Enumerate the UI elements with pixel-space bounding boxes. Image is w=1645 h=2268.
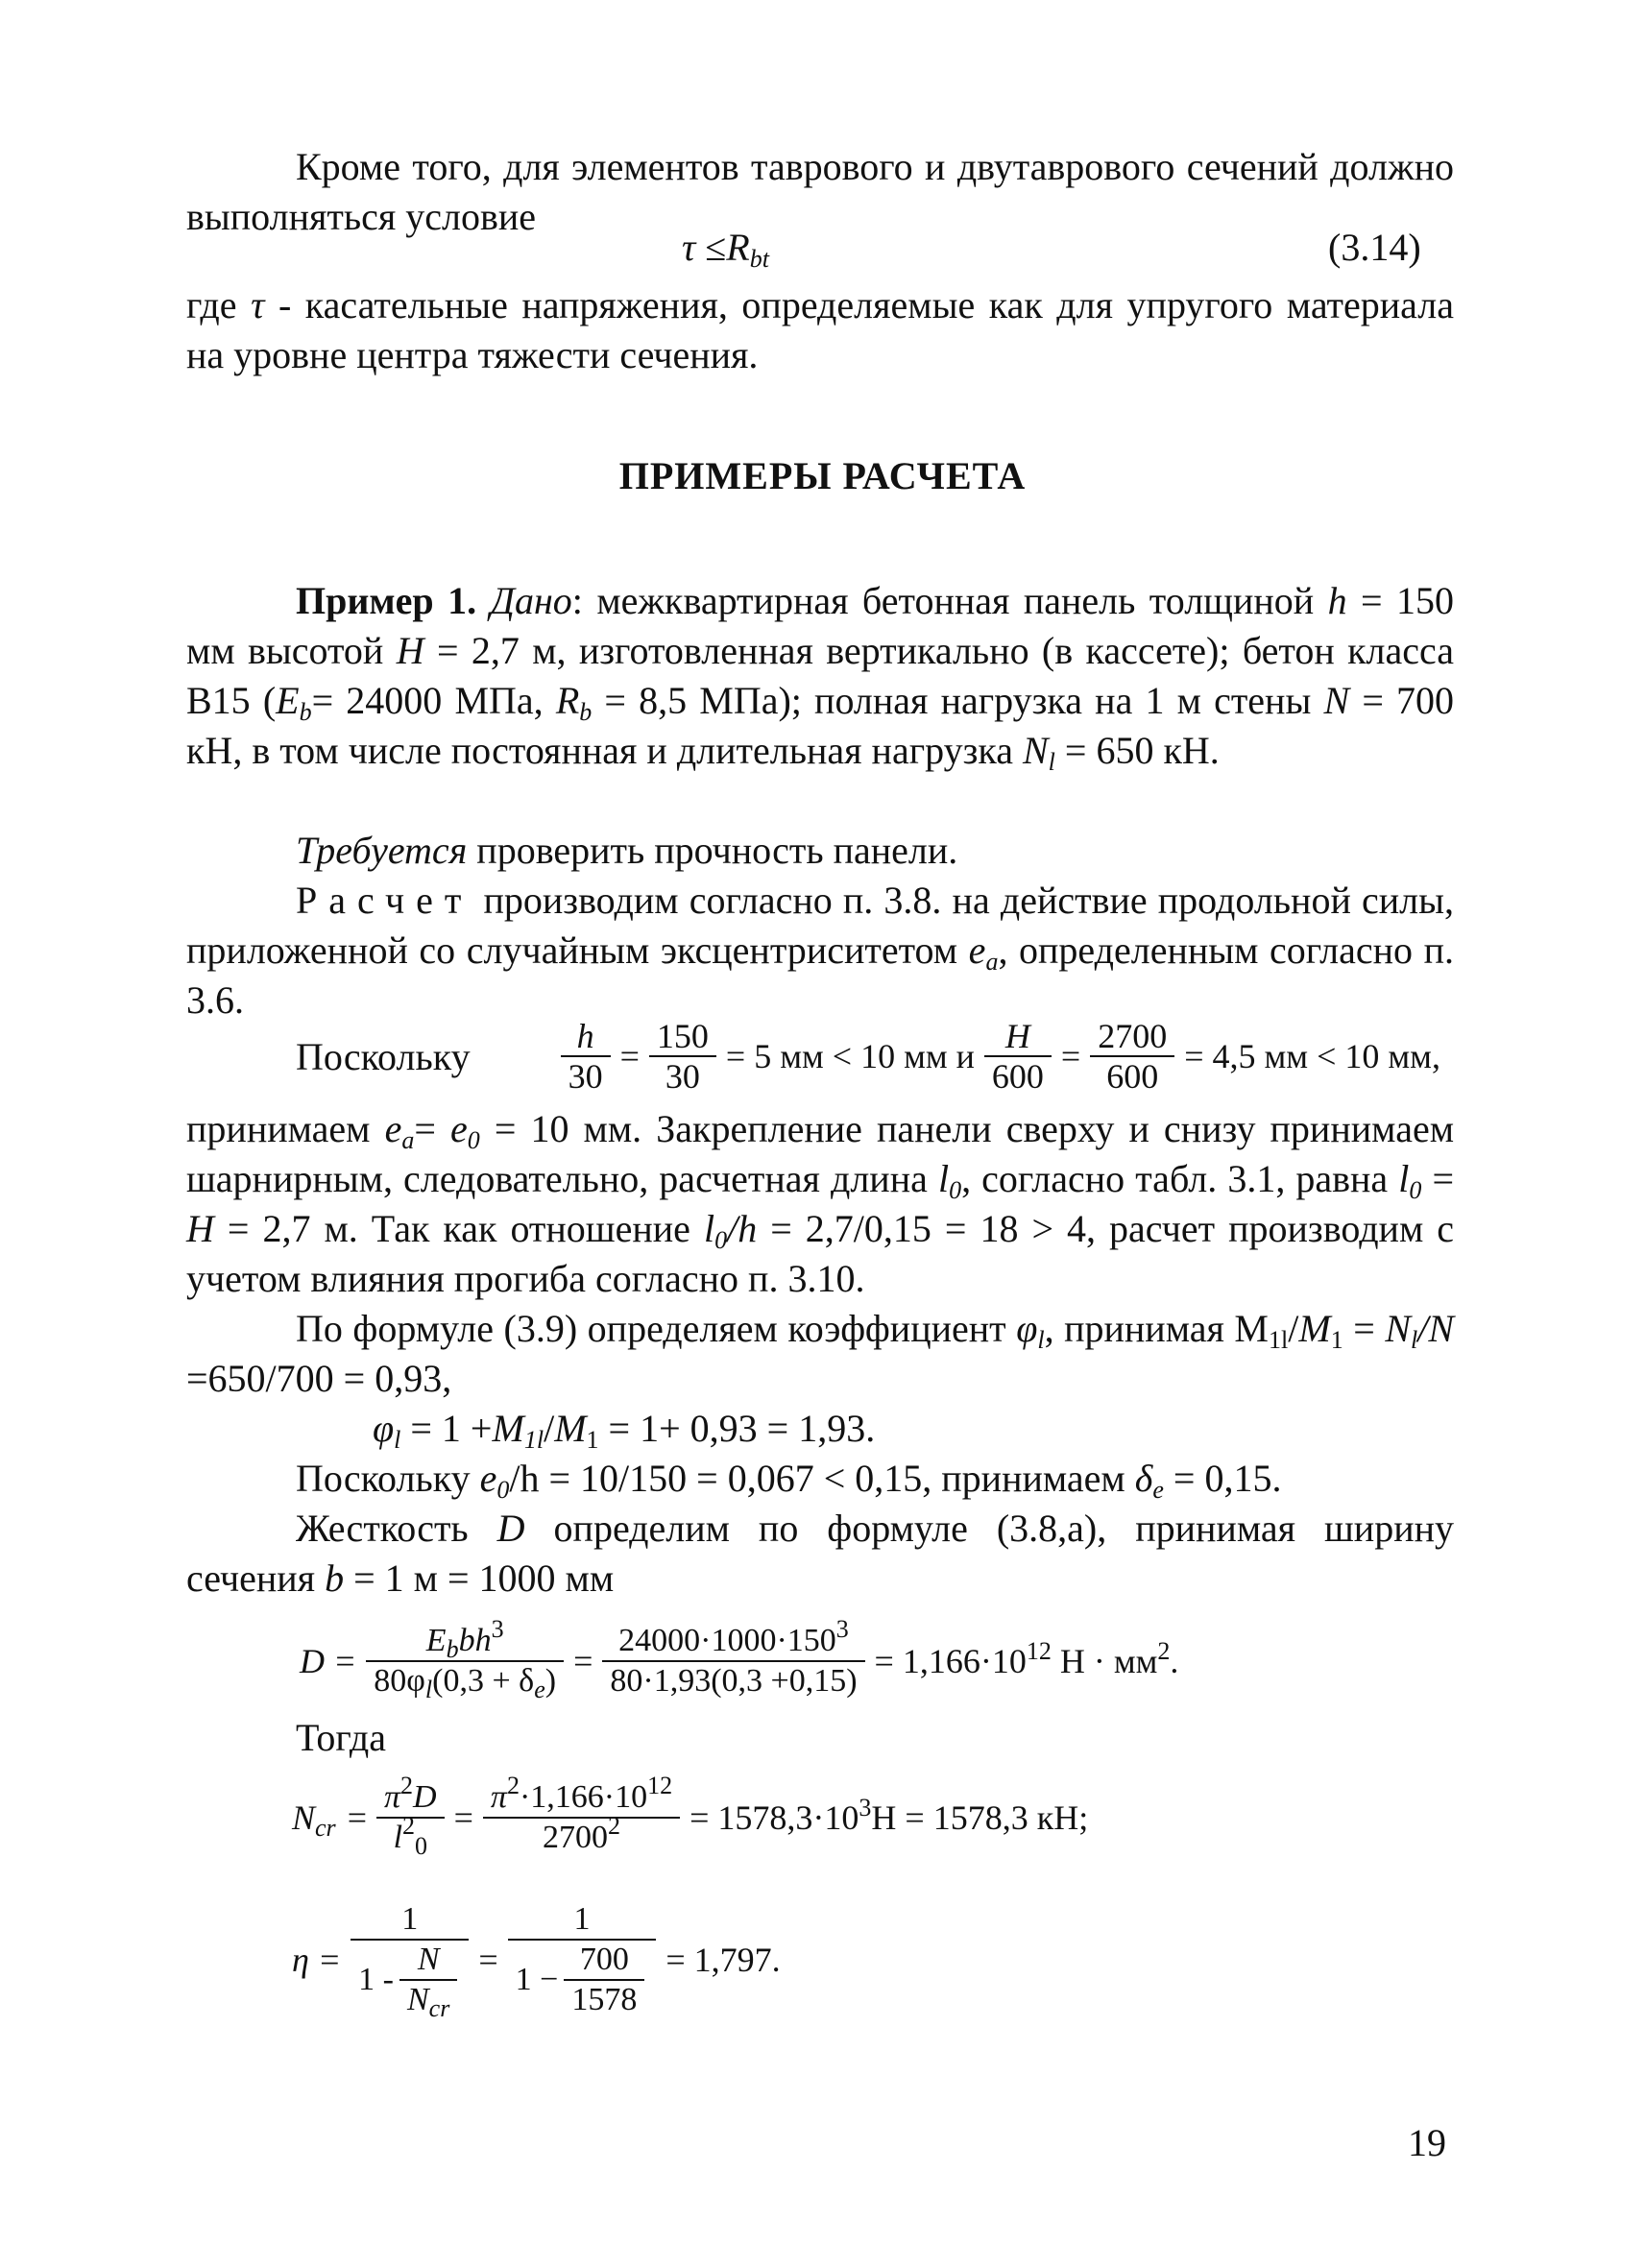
fraction-2700-600: $\frac{2700}{600}$ bbox=[1090, 1017, 1174, 1096]
eta-equation: η = 1 1 - $\frac{N}{N_{cr}}$ = 1 1 − $\frac{700}{1578}$ = 1,797. bbox=[292, 1901, 781, 2022]
intro-paragraph: Кроме того, для элементов таврового и двутаврового сечений должно выполняться условие bbox=[186, 145, 1454, 238]
since-formula-row: Поскольку $\frac{h}{30}$ = $\frac{150}{30}$ = 5 мм < 10 мм и $\frac{H}{600}$ = $\frac{2700}{600}$ = 4,5 мм < 10 мм, bbox=[296, 1017, 1440, 1096]
fraction-150-30: $\frac{150}{30}$ bbox=[649, 1017, 716, 1096]
fraction-numeric-stiffness: $\frac{24000\cdot 1000\cdot 150^3}{80\cdot 1,93(0,3 +0,15)}$ bbox=[602, 1622, 864, 1701]
page-number: 19 bbox=[1408, 2121, 1446, 2164]
fraction-ebh3: $\frac{E_bbh^3}{80\varphi_l(0,3 + \delta_e)}$ bbox=[366, 1622, 564, 1701]
fraction-eta-symbolic: 1 1 - $\frac{N}{N_{cr}}$ bbox=[351, 1900, 469, 2019]
where-paragraph: где τ - касательные напряжения, определяемые как для упругого материала на уровне центра тяжести сечения. bbox=[186, 283, 1455, 376]
fraction-eta-numeric: 1 1 − $\frac{700}{1578}$ bbox=[508, 1900, 657, 2019]
critical-force-equation: $N_{cr}$ = $\frac{\pi^2D}{l^2_0}$ = $\frac{\pi^2\cdot 1,166\cdot 10^{12}}{2700^2}$ = $1578,3\cdot 10^3Н = 1578,3$ кН; bbox=[292, 1772, 1089, 1860]
condition-formula: $\tau \le R_{bt}$ bbox=[682, 226, 769, 273]
equation-number: (3.14) bbox=[1328, 226, 1421, 269]
formula-39-paragraph: По формуле (3.9) определяем коэффициент $\varphi_l$, принимая $М_{1l}/M_1 = N_l/N =650/700 = 0,93$, bbox=[186, 1307, 1455, 1400]
accept-paragraph: принимаем $e_a= e_0 = 10$ мм. Закрепление панели сверху и снизу принимаем шарнирным, следовательно, расчетная длина $l_0$, согласно табл. 3.1, равна $l_0 = H = 2,7$ м. Так как отношение $l_0/h = 2,7/0,15 = 18 > 4$, расчет производим с учетом влияния прогиба согласно п. 3.10. bbox=[186, 1107, 1455, 1300]
fraction-H-600: $\frac{H}{600}$ bbox=[984, 1017, 1052, 1096]
calculation-paragraph: Расчет производим согласно п. 3.8. на действие продольной силы, приложенной со случайным эксцентриситетом $e_a$, определенным согласно п. 3.6. bbox=[186, 879, 1454, 1022]
fraction-h-30: $\frac{h}{30}$ bbox=[561, 1017, 611, 1096]
example-1-paragraph: Пример 1. Дано: межквартирная бетонная панель толщиной h = 150 мм высотой H = 2,7 м, изготовленная вертикально (в кассете); бетон класса В15 ($E_b= 24000$ МПа, $R_b = 8,5$ МПа); полная нагрузка на 1 м стены N = 700 кН, в том числе постоянная и длительная нагрузка $N_l = 650$ кН. bbox=[186, 579, 1455, 776]
since-eccentricity-line: Поскольку $e_0/h = 10/150 = 0,067 < 0,15$, принимаем $\delta_e = 0,15$. bbox=[296, 1457, 1282, 1504]
fraction-numeric-critical: $\frac{\pi^2\cdot 1,166\cdot 10^{12}}{2700^2}$ bbox=[483, 1778, 680, 1857]
stiffness-paragraph: Жесткость D определим по формуле (3.8,а), принимая ширину сечения b = 1 м = 1000 мм bbox=[186, 1507, 1455, 1600]
fraction-pi2D-l02: $\frac{\pi^2D}{l^2_0}$ bbox=[376, 1778, 445, 1857]
phi-equation: $\varphi_l = 1 +M_{1l}/M_1 = 1+ 0,93 = 1,93$. bbox=[373, 1407, 876, 1454]
requirement-line: Требуется проверить прочность панели. bbox=[296, 829, 958, 872]
then-label: Тогда bbox=[296, 1716, 386, 1759]
stiffness-equation: D = $\frac{E_bbh^3}{80\varphi_l(0,3 + \delta_e)}$ = $\frac{24000\cdot 1000\cdot 150^3}{80\cdot 1,93(0,3 +0,15)}$ = $1,166\cdot 10^{12}$ $Н \cdot мм^2$. bbox=[300, 1615, 1179, 1703]
section-heading: ПРИМЕРЫ РАСЧЕТА bbox=[618, 454, 1027, 497]
